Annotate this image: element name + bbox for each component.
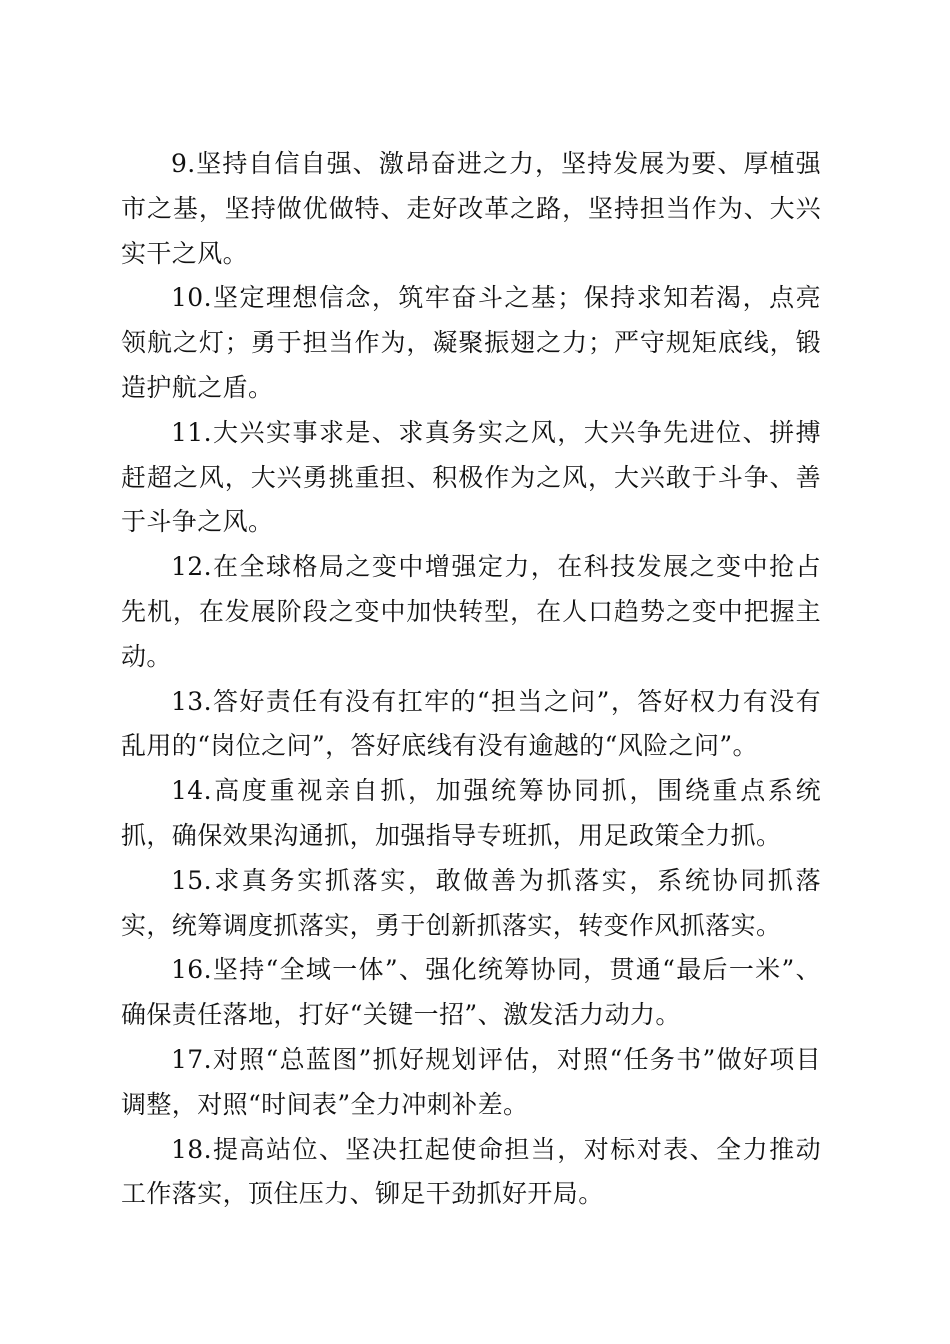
paragraph-11: 11.大兴实事求是、求真务实之风，大兴争先进位、拼搏赶超之风，大兴勇挑重担、积极作为之风，大兴敢于斗争、善于斗争之风。 (121, 417, 821, 537)
paragraph-13: 13.答好责任有没有扛牢的“担当之问”，答好权力有没有乱用的“岗位之问”，答好底线有没有逾越的“风险之问”。 (121, 686, 821, 761)
paragraph-18: 18.提高站位、坚决扛起使命担当，对标对表、全力推动工作落实，顶住压力、铆足干劲抓好开局。 (121, 1134, 821, 1209)
paragraph-15: 15.求真务实抓落实，敢做善为抓落实，系统协同抓落实，统筹调度抓落实，勇于创新抓落实，转变作风抓落实。 (121, 865, 821, 940)
paragraph-12: 12.在全球格局之变中增强定力，在科技发展之变中抢占先机，在发展阶段之变中加快转型，在人口趋势之变中把握主动。 (121, 552, 821, 671)
paragraph-9: 9.坚持自信自强、激昂奋进之力，坚持发展为要、厚植强市之基，坚持做优做特、走好改革之路，坚持担当作为、大兴实干之风。 (121, 149, 821, 268)
paragraph-14: 14.高度重视亲自抓，加强统筹协同抓，围绕重点系统抓，确保效果沟通抓，加强指导专班抓，用足政策全力抓。 (121, 776, 821, 850)
paragraph-10: 10.坚定理想信念，筑牢奋斗之基；保持求知若渴，点亮领航之灯；勇于担当作为，凝聚振翅之力；严守规矩底线，锻造护航之盾。 (121, 283, 821, 402)
paragraph-17: 17.对照“总蓝图”抓好规划评估，对照“任务书”做好项目调整，对照“时间表”全力冲刺补差。 (121, 1044, 821, 1119)
document-body (121, 142, 821, 1217)
paragraph-16: 16.坚持“全域一体”、强化统筹协同，贯通“最后一米”、确保责任落地，打好“关键一招”、激发活力动力。 (121, 955, 821, 1030)
